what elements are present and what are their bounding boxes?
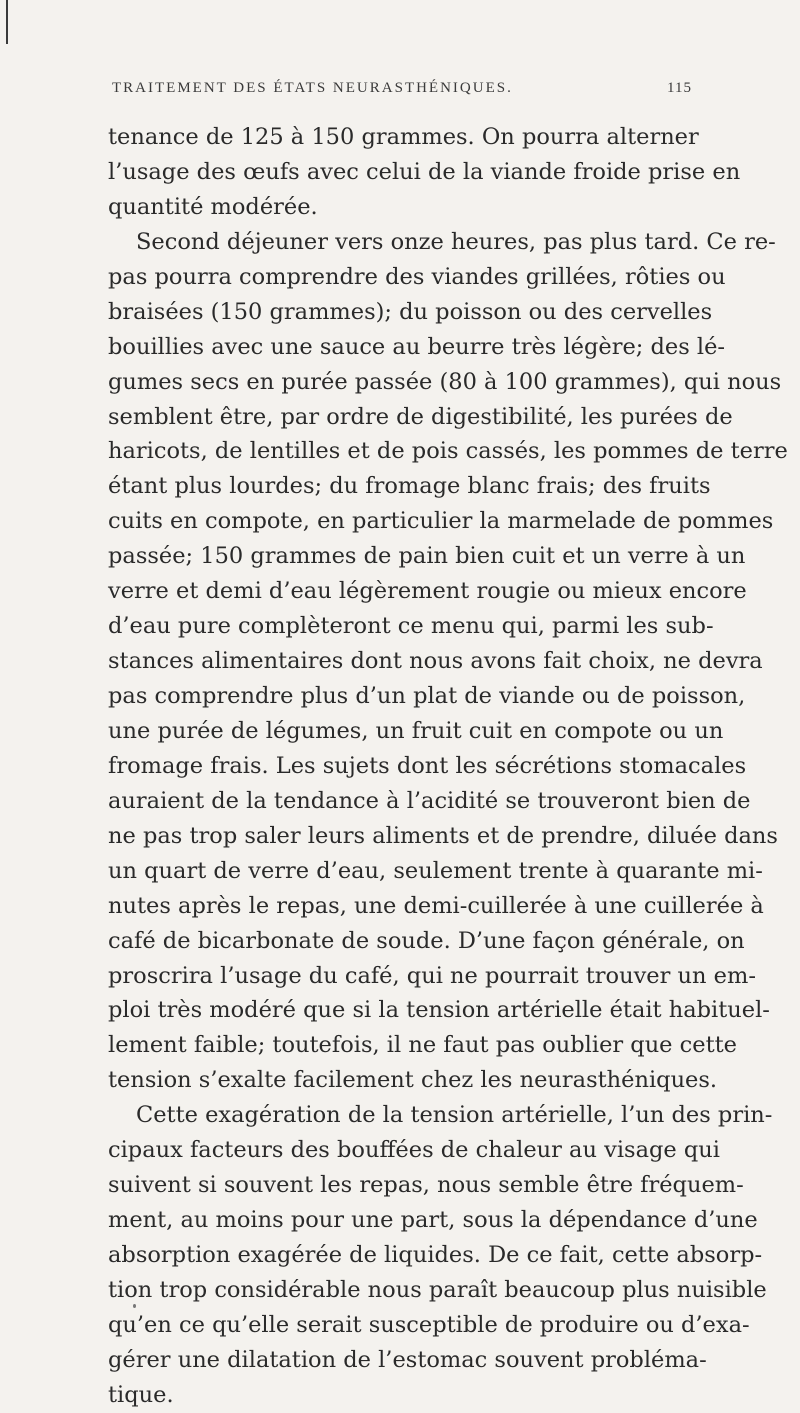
text-line: tique. [108,1381,174,1408]
text-line: tion trop considérable nous paraît beaucoup plus nuisible [108,1276,767,1303]
text-line: nutes après le repas, une demi-cuillerée à une cuillerée à [108,892,764,919]
text-line: l’usage des œufs avec celui de la viande froide prise en [108,158,741,185]
text-line: semblent être, par ordre de digestibilité, les purées de [108,403,733,430]
text-line: suivent si souvent les repas, nous semble être fréquem- [108,1172,744,1199]
text-line: passée; 150 grammes de pain bien cuit et un verre à un [108,543,746,570]
text-line: stances alimentaires dont nous avons fait choix, ne devra [108,648,763,675]
page-number: 115 [667,80,692,96]
page-header [112,80,692,100]
text-line: Cette exagération de la tension artérielle, l’un des prin- [136,1102,773,1129]
text-line: pas pourra comprendre des viandes grillées, rôties ou [108,263,726,290]
text-line: ne pas trop saler leurs aliments et de prendre, diluée dans [108,822,778,849]
text-line: une purée de légumes, un fruit cuit en compote ou un [108,717,724,744]
text-line: braisées (150 grammes); du poisson ou des cervelles [108,298,713,325]
text-line: gérer une dilatation de l’estomac souvent probléma- [108,1346,707,1373]
text-line: proscrira l’usage du café, qui ne pourrait trouver un em- [108,962,756,989]
text-line: fromage frais. Les sujets dont les sécrétions stomacales [108,752,747,779]
running-title: TRAITEMENT DES ÉTATS NEURASTHÉNIQUES. [112,80,513,96]
text-line: ploi très modéré que si la tension artérielle était habituel- [108,997,770,1024]
text-line: cuits en compote, en particulier la marmelade de pommes [108,508,774,535]
text-line: un quart de verre d’eau, seulement trente à quarante mi- [108,857,763,884]
text-line: absorption exagérée de liquides. De ce fait, cette absorp- [108,1242,763,1268]
text-line: tenance de 125 à 150 grammes. On pourra alterner [108,124,699,150]
text-line: tension s’exalte facilement chez les neurasthéniques. [108,1067,718,1094]
text-line: verre et demi d’eau légèrement rougie ou mieux encore [108,578,747,605]
text-line: lement faible; toutefois, il ne faut pas oublier que cette [108,1032,737,1059]
text-line: bouillies avec une sauce au beurre très légère; des lé- [108,333,726,360]
text-line: Second déjeuner vers onze heures, pas plus tard. Ce re- [136,228,776,255]
text-line: ment, au moins pour une part, sous la dépendance d’une [108,1207,758,1234]
text-line: cipaux facteurs des bouffées de chaleur au visage qui [108,1137,720,1164]
text-line: qu’en ce qu’elle serait susceptible de produire ou d’exa- [108,1311,750,1338]
text-line: gumes secs en purée passée (80 à 100 grammes), qui nous [108,368,782,395]
text-line: d’eau pure complèteront ce menu qui, parmi les sub- [108,613,714,640]
text-line: haricots, de lentilles et de pois cassés, les pommes de terre [108,438,788,465]
text-line: auraient de la tendance à l’acidité se trouveront bien de [108,787,751,814]
page-edge-mark [6,0,8,44]
text-line: étant plus lourdes; du fromage blanc frais; des fruits [108,473,711,500]
text-line: pas comprendre plus d’un plat de viande ou de poisson, [108,683,746,709]
ink-speck [133,1304,136,1308]
text-line: quantité modérée. [108,193,318,220]
body-text [108,120,788,1413]
text-line: café de bicarbonate de soude. D’une façon générale, on [108,927,745,954]
